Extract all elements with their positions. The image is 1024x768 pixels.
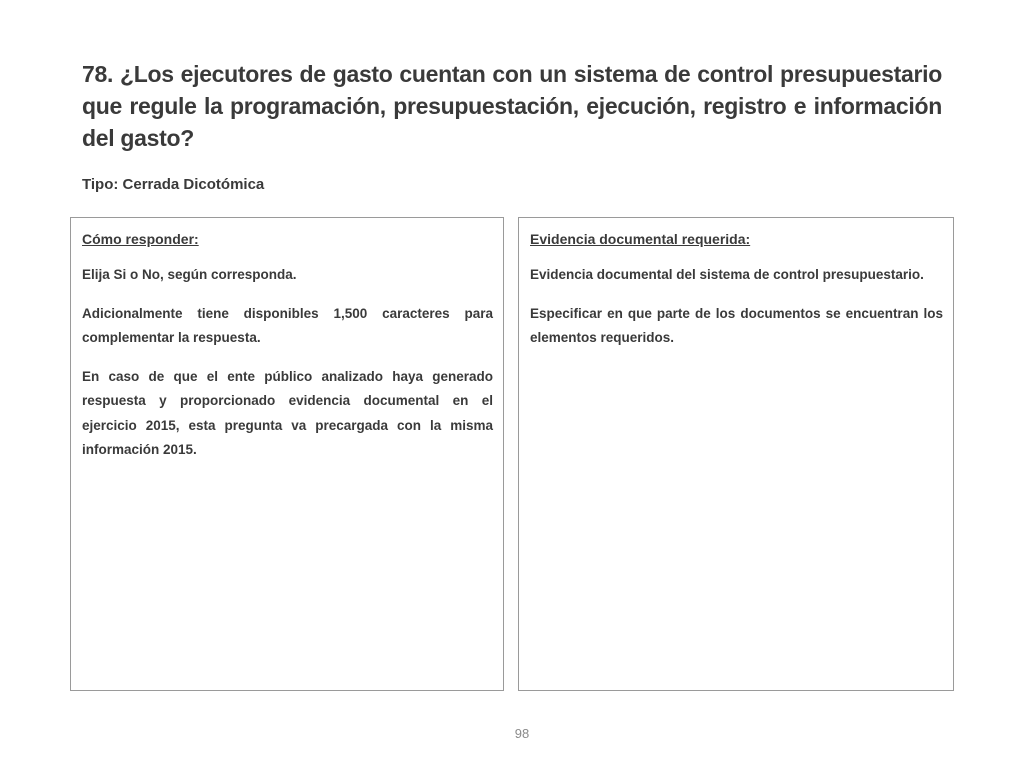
question-title: 78. ¿Los ejecutores de gasto cuentan con un sistema de control presupuestario que regule la programación, presupuestación, ejecución, registro e información del gasto? xyxy=(82,61,942,151)
page-number: 98 xyxy=(514,726,530,741)
evidence-paragraph: Evidencia documental del sistema de control presupuestario. xyxy=(530,267,924,282)
how-to-answer-paragraph: Elija Si o No, según corresponda. xyxy=(82,267,297,282)
how-to-answer-heading: Cómo responder: xyxy=(82,231,199,247)
how-to-answer-paragraph: Adicionalmente tiene disponibles 1,500 caracteres para complementar la respuesta. xyxy=(82,305,493,345)
evidence-paragraph: Especificar en que parte de los documentos se encuentran los elementos requeridos. xyxy=(530,305,943,345)
how-to-answer-paragraph: En caso de que el ente público analizado haya generado respuesta y proporcionado evidencia documental en el ejercicio 2015, esta pregunta va precargada con la misma información 2015. xyxy=(82,368,493,457)
evidence-heading: Evidencia documental requerida: xyxy=(530,231,751,247)
question-type: Tipo: Cerrada Dicotómica xyxy=(82,176,265,193)
how-to-answer-panel xyxy=(70,217,504,691)
evidence-panel xyxy=(518,217,954,691)
